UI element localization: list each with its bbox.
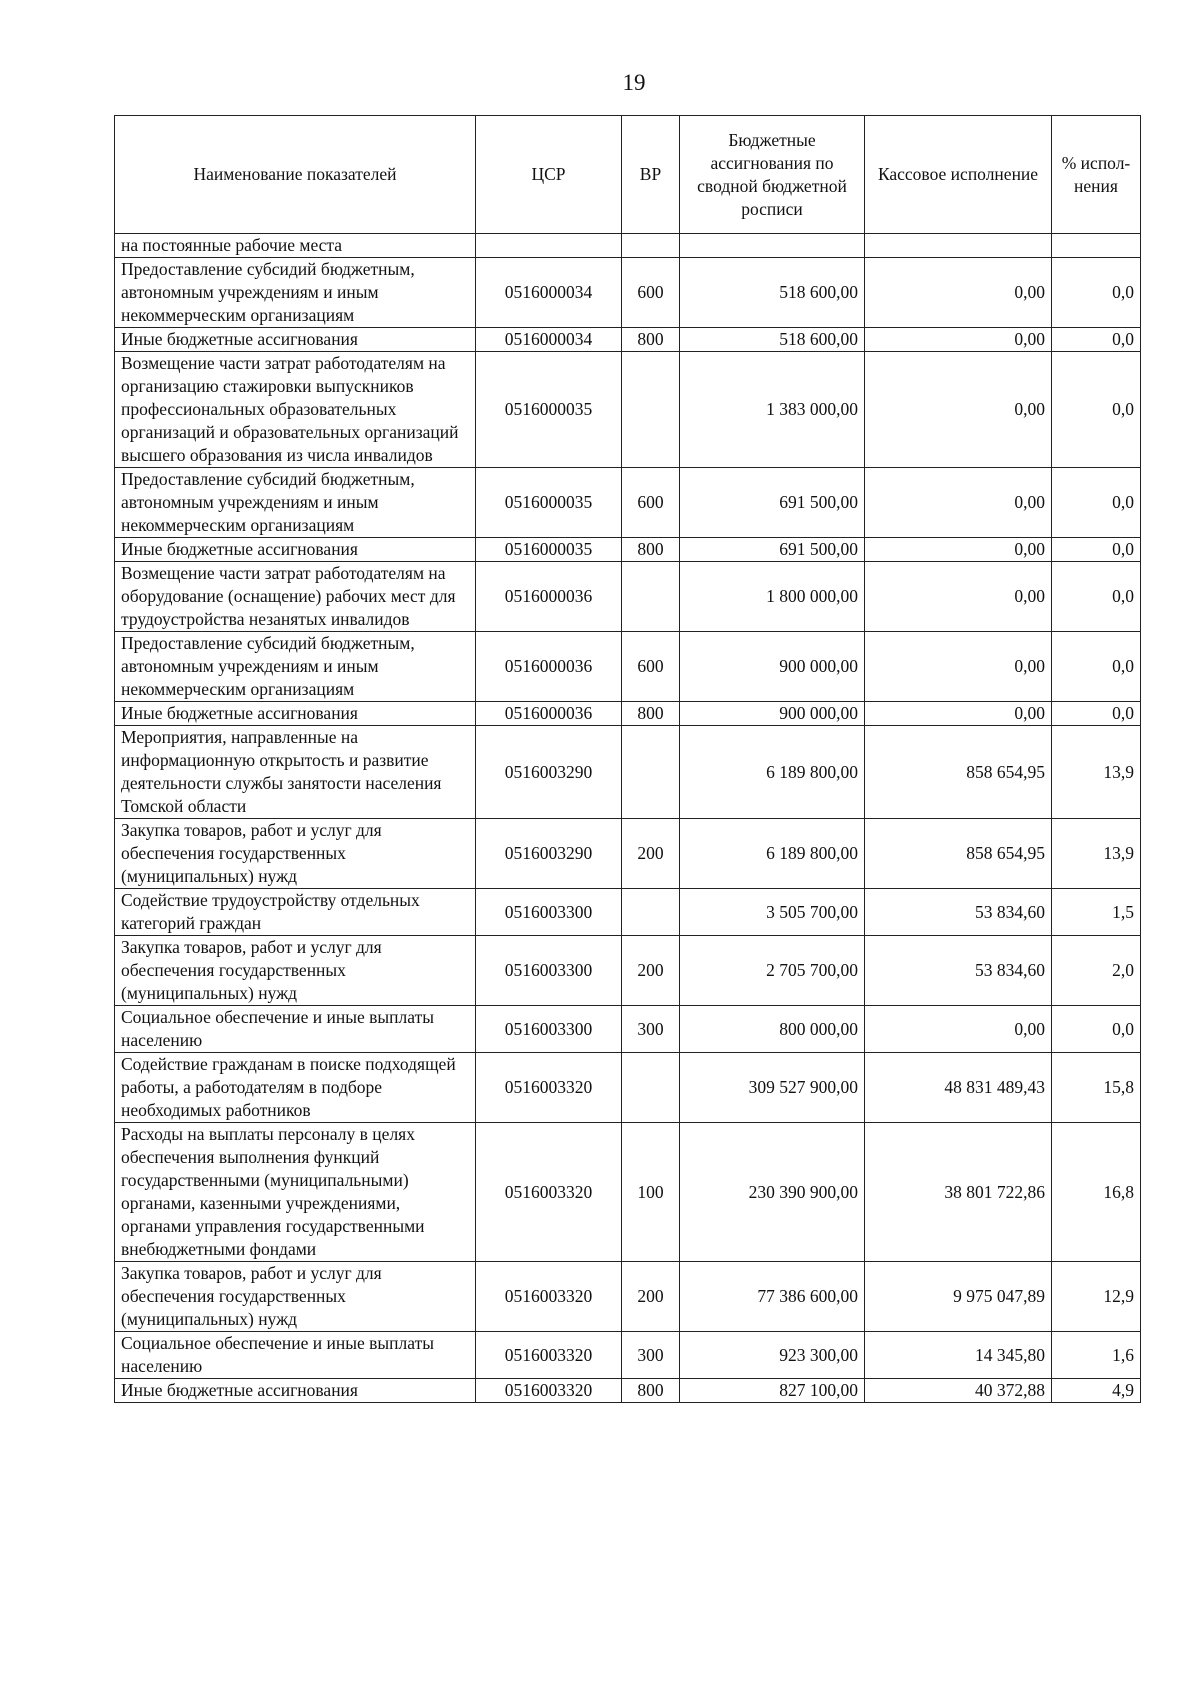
- table-row: [115, 702, 1141, 726]
- cell-assignments: 923 300,00: [680, 1332, 865, 1379]
- cell-name: Закупка товаров, работ и услуг для обеспечения государственных (муниципальных) нужд: [115, 819, 476, 889]
- cell-assignments: 800 000,00: [680, 1006, 865, 1053]
- table-row: [115, 1332, 1141, 1379]
- cell-name: Предоставление субсидий бюджетным, автономным учреждениям и иным некоммерческим организациям: [115, 632, 476, 702]
- cell-execution: 9 975 047,89: [865, 1262, 1052, 1332]
- cell-name: Предоставление субсидий бюджетным, автономным учреждениям и иным некоммерческим организациям: [115, 258, 476, 328]
- cell-name: Иные бюджетные ассигнования: [115, 702, 476, 726]
- cell-vr: 200: [622, 936, 680, 1006]
- cell-vr: 200: [622, 1262, 680, 1332]
- cell-execution: 0,00: [865, 1006, 1052, 1053]
- cell-execution: 38 801 722,86: [865, 1123, 1052, 1262]
- cell-vr: 800: [622, 702, 680, 726]
- cell-percent: 0,0: [1052, 468, 1141, 538]
- cell-name: Иные бюджетные ассигнования: [115, 1379, 476, 1403]
- header-csr: ЦСР: [476, 116, 622, 234]
- cell-vr: 200: [622, 819, 680, 889]
- cell-name: Социальное обеспечение и иные выплаты населению: [115, 1332, 476, 1379]
- table-row: [115, 1379, 1141, 1403]
- cell-csr: 0516003290: [476, 726, 622, 819]
- cell-name: Расходы на выплаты персоналу в целях обеспечения выполнения функций государственными (муниципальными) органами, казенными учреждениями, органами управления государственными внебюджетными фондами: [115, 1123, 476, 1262]
- table-row: [115, 726, 1141, 819]
- cell-assignments: 77 386 600,00: [680, 1262, 865, 1332]
- cell-assignments: 691 500,00: [680, 538, 865, 562]
- table-row: [115, 234, 1141, 258]
- cell-percent: 13,9: [1052, 819, 1141, 889]
- cell-assignments: 6 189 800,00: [680, 819, 865, 889]
- page-number: 19: [622, 70, 646, 95]
- cell-assignments: [680, 234, 865, 258]
- table-row: [115, 1053, 1141, 1123]
- cell-percent: 1,6: [1052, 1332, 1141, 1379]
- cell-csr: 0516003300: [476, 936, 622, 1006]
- cell-csr: 0516000035: [476, 352, 622, 468]
- cell-assignments: 900 000,00: [680, 702, 865, 726]
- cell-csr: 0516003320: [476, 1262, 622, 1332]
- table-row: [115, 889, 1141, 936]
- cell-percent: 0,0: [1052, 258, 1141, 328]
- cell-vr: [622, 234, 680, 258]
- cell-csr: 0516003320: [476, 1053, 622, 1123]
- cell-vr: 800: [622, 328, 680, 352]
- cell-percent: 0,0: [1052, 632, 1141, 702]
- cell-vr: 300: [622, 1006, 680, 1053]
- table-row: [115, 328, 1141, 352]
- header-execution: Кассовое исполнение: [865, 116, 1052, 234]
- cell-csr: 0516003300: [476, 889, 622, 936]
- cell-execution: 40 372,88: [865, 1379, 1052, 1403]
- cell-vr: [622, 726, 680, 819]
- cell-execution: 0,00: [865, 352, 1052, 468]
- cell-vr: [622, 352, 680, 468]
- cell-csr: 0516000034: [476, 328, 622, 352]
- cell-execution: 0,00: [865, 328, 1052, 352]
- cell-vr: [622, 889, 680, 936]
- cell-assignments: 1 383 000,00: [680, 352, 865, 468]
- cell-percent: 2,0: [1052, 936, 1141, 1006]
- cell-percent: 15,8: [1052, 1053, 1141, 1123]
- cell-vr: [622, 1053, 680, 1123]
- cell-percent: 16,8: [1052, 1123, 1141, 1262]
- cell-name: Возмещение части затрат работодателям на оборудование (оснащение) рабочих мест для трудоустройства незанятых инвалидов: [115, 562, 476, 632]
- cell-csr: 0516000035: [476, 468, 622, 538]
- cell-assignments: 6 189 800,00: [680, 726, 865, 819]
- cell-execution: 14 345,80: [865, 1332, 1052, 1379]
- header-name: Наименование показателей: [115, 116, 476, 234]
- budget-execution-table: [114, 115, 1141, 1403]
- cell-name: Иные бюджетные ассигнования: [115, 328, 476, 352]
- table-row: [115, 936, 1141, 1006]
- cell-percent: [1052, 234, 1141, 258]
- cell-execution: 0,00: [865, 562, 1052, 632]
- cell-vr: 600: [622, 632, 680, 702]
- cell-percent: 0,0: [1052, 562, 1141, 632]
- cell-csr: 0516000036: [476, 702, 622, 726]
- cell-execution: 0,00: [865, 258, 1052, 328]
- cell-assignments: 309 527 900,00: [680, 1053, 865, 1123]
- table-row: [115, 1006, 1141, 1053]
- table-row: [115, 819, 1141, 889]
- cell-vr: 600: [622, 258, 680, 328]
- cell-csr: 0516000034: [476, 258, 622, 328]
- cell-vr: 300: [622, 1332, 680, 1379]
- table-row: [115, 562, 1141, 632]
- cell-vr: [622, 562, 680, 632]
- cell-name: Содействие трудоустройству отдельных категорий граждан: [115, 889, 476, 936]
- cell-percent: 13,9: [1052, 726, 1141, 819]
- table-row: [115, 1262, 1141, 1332]
- cell-percent: 0,0: [1052, 352, 1141, 468]
- cell-percent: 12,9: [1052, 1262, 1141, 1332]
- cell-name: на постоянные рабочие места: [115, 234, 476, 258]
- cell-execution: 53 834,60: [865, 936, 1052, 1006]
- cell-assignments: 2 705 700,00: [680, 936, 865, 1006]
- cell-execution: 0,00: [865, 632, 1052, 702]
- cell-csr: 0516000035: [476, 538, 622, 562]
- cell-assignments: 827 100,00: [680, 1379, 865, 1403]
- cell-execution: 0,00: [865, 468, 1052, 538]
- cell-percent: 0,0: [1052, 702, 1141, 726]
- cell-vr: 100: [622, 1123, 680, 1262]
- cell-percent: 0,0: [1052, 1006, 1141, 1053]
- cell-vr: 800: [622, 1379, 680, 1403]
- cell-name: Социальное обеспечение и иные выплаты населению: [115, 1006, 476, 1053]
- cell-execution: [865, 234, 1052, 258]
- cell-execution: 0,00: [865, 702, 1052, 726]
- cell-name: Мероприятия, направленные на информационную открытость и развитие деятельности службы занятости населения Томской области: [115, 726, 476, 819]
- cell-csr: 0516000036: [476, 632, 622, 702]
- cell-csr: 0516000036: [476, 562, 622, 632]
- table-row: [115, 1123, 1141, 1262]
- cell-name: Возмещение части затрат работодателям на организацию стажировки выпускников профессиональных образовательных организаций и образовательных организаций высшего образования из числа инвалидов: [115, 352, 476, 468]
- table-row: [115, 632, 1141, 702]
- cell-csr: 0516003290: [476, 819, 622, 889]
- cell-csr: 0516003320: [476, 1379, 622, 1403]
- table-row: [115, 352, 1141, 468]
- cell-csr: 0516003320: [476, 1123, 622, 1262]
- cell-percent: 0,0: [1052, 328, 1141, 352]
- cell-name: Предоставление субсидий бюджетным, автономным учреждениям и иным некоммерческим организациям: [115, 468, 476, 538]
- cell-name: Закупка товаров, работ и услуг для обеспечения государственных (муниципальных) нужд: [115, 1262, 476, 1332]
- cell-percent: 0,0: [1052, 538, 1141, 562]
- cell-csr: [476, 234, 622, 258]
- cell-csr: 0516003300: [476, 1006, 622, 1053]
- cell-vr: 600: [622, 468, 680, 538]
- header-vr: ВР: [622, 116, 680, 234]
- table-row: [115, 468, 1141, 538]
- table-body: [115, 234, 1141, 1403]
- cell-percent: 1,5: [1052, 889, 1141, 936]
- table-header-row: [115, 116, 1141, 234]
- cell-execution: 48 831 489,43: [865, 1053, 1052, 1123]
- header-percent: % испол-нения: [1052, 116, 1141, 234]
- cell-assignments: 230 390 900,00: [680, 1123, 865, 1262]
- cell-vr: 800: [622, 538, 680, 562]
- cell-assignments: 3 505 700,00: [680, 889, 865, 936]
- cell-csr: 0516003320: [476, 1332, 622, 1379]
- header-assignments: Бюджетные ассигнования по сводной бюджетной росписи: [680, 116, 865, 234]
- table-row: [115, 258, 1141, 328]
- cell-execution: 0,00: [865, 538, 1052, 562]
- cell-name: Содействие гражданам в поиске подходящей работы, а работодателям в подборе необходимых работников: [115, 1053, 476, 1123]
- cell-name: Иные бюджетные ассигнования: [115, 538, 476, 562]
- cell-assignments: 691 500,00: [680, 468, 865, 538]
- cell-name: Закупка товаров, работ и услуг для обеспечения государственных (муниципальных) нужд: [115, 936, 476, 1006]
- cell-execution: 53 834,60: [865, 889, 1052, 936]
- cell-assignments: 518 600,00: [680, 258, 865, 328]
- cell-execution: 858 654,95: [865, 819, 1052, 889]
- cell-assignments: 518 600,00: [680, 328, 865, 352]
- cell-percent: 4,9: [1052, 1379, 1141, 1403]
- cell-execution: 858 654,95: [865, 726, 1052, 819]
- cell-assignments: 900 000,00: [680, 632, 865, 702]
- cell-assignments: 1 800 000,00: [680, 562, 865, 632]
- table-row: [115, 538, 1141, 562]
